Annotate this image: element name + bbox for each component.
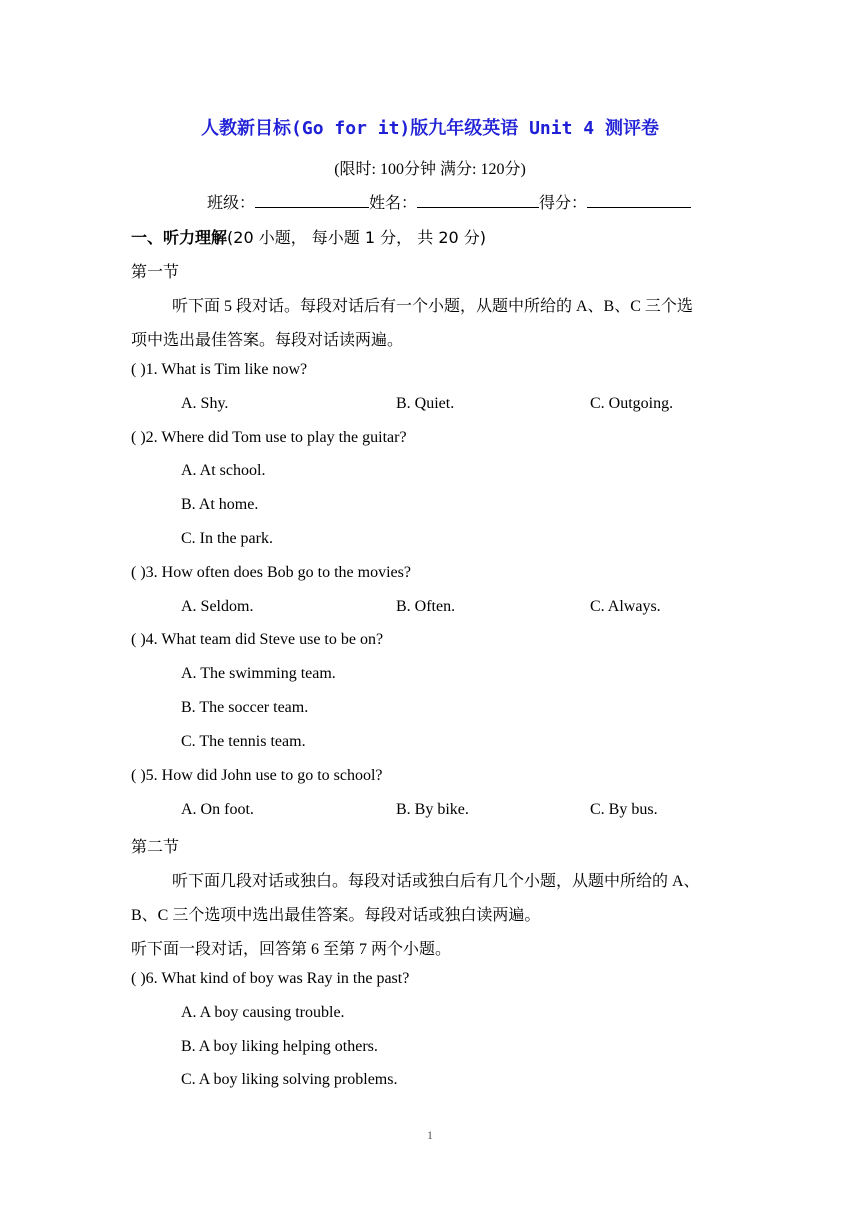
question-stem: 6. What kind of boy was Ray in the past?: [145, 970, 410, 987]
question-2: [131, 429, 407, 447]
part1-heading: [131, 225, 486, 248]
section1-instruction-line2: 项中选出最佳答案。每段对话读两遍。: [131, 332, 404, 349]
class-blank: [255, 191, 369, 208]
answer-blank: ( ): [131, 970, 146, 987]
question-6: [131, 970, 409, 988]
q5-option-c: C. By bus.: [590, 801, 658, 818]
class-label: 班级：: [207, 195, 256, 212]
score-blank: [587, 191, 691, 208]
answer-blank: ( ): [131, 429, 146, 446]
question-stem: 4. What team did Steve use to be on?: [145, 631, 384, 648]
part1-heading-detail: (20 小题， 每小题 1 分， 共 20 分): [227, 228, 487, 247]
student-info-line: [207, 190, 691, 213]
q6-option-a: A. A boy causing trouble.: [181, 1004, 345, 1021]
question-1: [131, 361, 307, 379]
question-stem: 5. How did John use to go to school?: [145, 767, 383, 784]
q6-option-b: B. A boy liking helping others.: [181, 1038, 378, 1055]
name-label: 姓名：: [369, 195, 418, 212]
answer-blank: ( ): [131, 631, 146, 648]
q1-option-a: A. Shy.: [181, 395, 229, 412]
q4-option-b: B. The soccer team.: [181, 699, 309, 716]
q1-option-b: B. Quiet.: [396, 395, 455, 412]
q3-option-a: A. Seldom.: [181, 598, 254, 615]
question-4: [131, 631, 383, 649]
q2-option-c: C. In the park.: [181, 530, 273, 547]
name-blank: [417, 191, 539, 208]
answer-blank: ( ): [131, 767, 146, 784]
q1-option-c: C. Outgoing.: [590, 395, 674, 412]
section2-instruction-line2: B、C 三个选项中选出最佳答案。每段对话或独白读两遍。: [131, 907, 541, 924]
question-stem: 1. What is Tim like now?: [145, 361, 308, 378]
answer-blank: ( ): [131, 361, 146, 378]
q3-option-c: C. Always.: [590, 598, 661, 615]
q5-option-a: A. On foot.: [181, 801, 254, 818]
question-3: [131, 564, 411, 582]
page-title: 人教新目标(Go for it)版九年级英语 Unit 4 测评卷: [201, 118, 659, 139]
q5-option-b: B. By bike.: [396, 801, 469, 818]
page-number: 1: [427, 1128, 433, 1142]
answer-blank: ( ): [131, 564, 146, 581]
q4-option-a: A. The swimming team.: [181, 665, 336, 682]
section1-instruction-line1: 听下面 5 段对话。每段对话后有一个小题，从题中所给的 A、B、C 三个选: [172, 298, 693, 315]
q3-option-b: B. Often.: [396, 598, 456, 615]
q2-option-b: B. At home.: [181, 496, 259, 513]
question-stem: 3. How often does Bob go to the movies?: [145, 564, 411, 581]
question-stem: 2. Where did Tom use to play the guitar?: [145, 429, 407, 446]
exam-subtitle: (限时: 100分钟 满分: 120分): [334, 161, 526, 178]
question-5: [131, 767, 383, 785]
section1-label: 第一节: [131, 262, 180, 281]
section2-label: 第二节: [131, 837, 180, 856]
section2-instruction-line1: 听下面几段对话或独白。每段对话或独白后有几个小题，从题中所给的 A、: [172, 873, 700, 890]
group-intro: 听下面一段对话，回答第 6 至第 7 两个小题。: [131, 941, 452, 958]
q4-option-c: C. The tennis team.: [181, 733, 306, 750]
q6-option-c: C. A boy liking solving problems.: [181, 1071, 398, 1088]
score-label: 得分：: [539, 195, 588, 212]
part1-heading-main: 一、听力理解: [131, 228, 228, 247]
q2-option-a: A. At school.: [181, 462, 266, 479]
